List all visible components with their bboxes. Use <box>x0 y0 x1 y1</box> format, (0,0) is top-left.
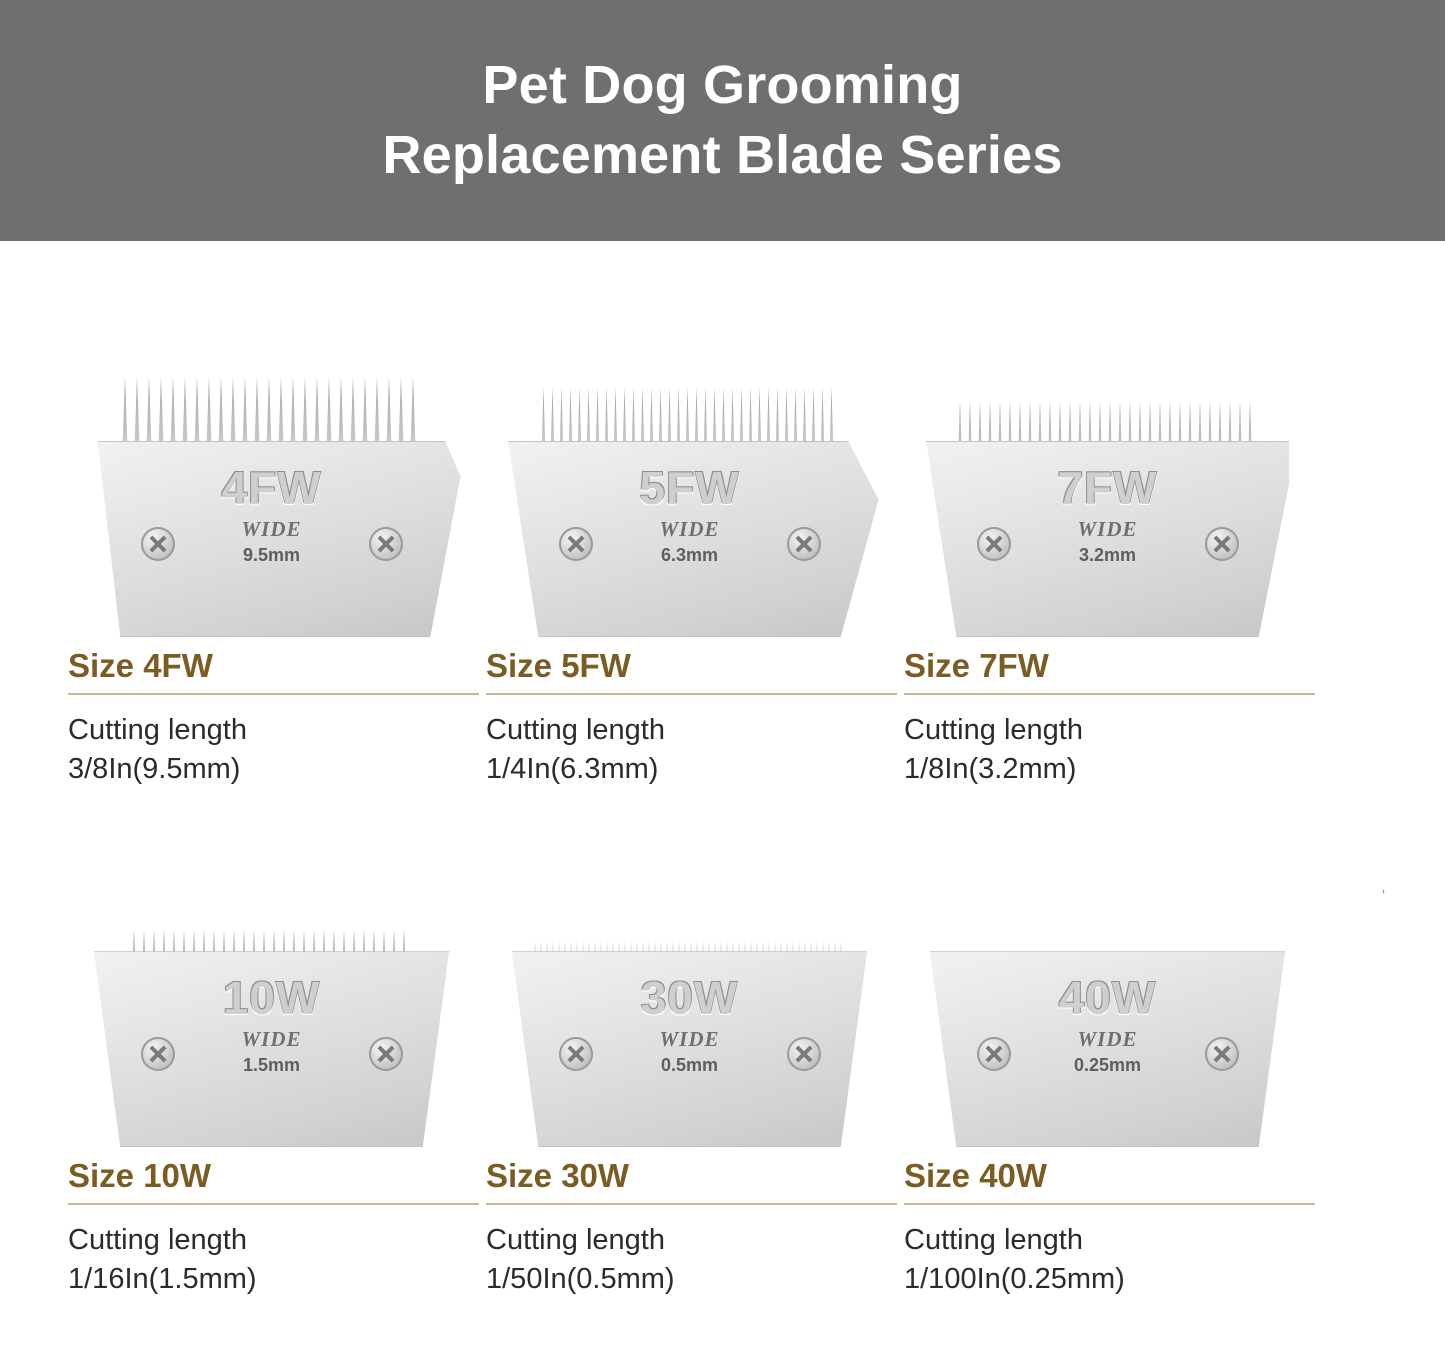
screw-left-icon <box>559 527 593 561</box>
screw-right-icon <box>787 1037 821 1071</box>
blade-card-4fw <box>64 337 479 789</box>
blade-size-title: Size 30W <box>486 1147 897 1205</box>
blade-engraved-wide: WIDE <box>659 1027 720 1052</box>
screw-right-icon <box>369 1037 403 1071</box>
blade-engraved-wide: WIDE <box>1077 1027 1138 1052</box>
blade-engraved-size: 4FW <box>221 462 322 514</box>
screw-right-icon <box>787 527 821 561</box>
blade-size-title: Size 5FW <box>486 637 897 695</box>
blade-cutting-label: Cutting length <box>486 714 665 746</box>
blade-caption-5fw <box>482 637 897 789</box>
blade-cutting-label: Cutting length <box>486 1224 665 1257</box>
blade-cutting-label: Cutting length <box>904 714 1083 746</box>
blade-image-7fw <box>900 337 1315 637</box>
screw-left-icon <box>141 527 175 561</box>
blade-caption-10w <box>64 1147 479 1299</box>
screw-left-icon <box>141 1037 175 1071</box>
blade-caption-4fw <box>64 637 479 789</box>
blade-cutting-value: 1/8In(3.2mm) <box>904 753 1077 786</box>
page-title-line-1: Pet Dog Grooming <box>482 55 963 116</box>
screw-left-icon <box>977 1037 1011 1071</box>
blade-image-40w <box>900 847 1315 1147</box>
screw-right-icon <box>1205 527 1239 561</box>
blade-caption-30w <box>482 1147 897 1299</box>
blade-caption-7fw <box>900 637 1315 789</box>
blade-cutting-value: 1/16In(1.5mm) <box>68 1263 257 1296</box>
blade-size-title: Size 10W <box>68 1147 479 1205</box>
blade-card-30w <box>482 847 897 1299</box>
screw-left-icon <box>977 527 1011 561</box>
blade-engraved-mm: 1.5mm <box>242 1055 301 1076</box>
blade-engraved-size: 40W <box>1058 972 1157 1025</box>
blade-engraved-mm: 0.25mm <box>1073 1055 1142 1076</box>
blade-card-7fw <box>900 337 1315 789</box>
blade-size-title: Size 4FW <box>68 637 479 695</box>
blade-image-10w <box>64 847 479 1147</box>
blade-cutting-label: Cutting length <box>904 1224 1083 1257</box>
blade-size-title: Size 7FW <box>904 637 1315 695</box>
blade-engraved-size: 7FW <box>1057 462 1158 514</box>
blade-engraved-wide: WIDE <box>241 1027 302 1052</box>
blade-image-4fw <box>64 337 479 637</box>
blade-size-title: Size 40W <box>904 1147 1315 1205</box>
screw-left-icon <box>559 1037 593 1071</box>
blade-engraved-size: 30W <box>640 972 739 1025</box>
blade-cutting-label: Cutting length <box>68 714 247 746</box>
blade-engraved-mm: 9.5mm <box>242 545 301 565</box>
blade-cutting-value: 3/8In(9.5mm) <box>68 753 241 786</box>
blade-caption-40w <box>900 1147 1315 1299</box>
blade-engraved-size: 10W <box>222 972 321 1025</box>
blade-engraved-wide: WIDE <box>1077 517 1138 541</box>
page-header-banner <box>0 0 1445 241</box>
blade-card-10w <box>64 847 479 1299</box>
blade-engraved-mm: 3.2mm <box>1078 545 1137 565</box>
blade-image-5fw <box>482 337 897 637</box>
screw-right-icon <box>369 527 403 561</box>
blade-card-40w <box>900 847 1315 1299</box>
screw-right-icon <box>1205 1037 1239 1071</box>
blade-cutting-label: Cutting length <box>68 1224 247 1257</box>
blade-engraved-wide: WIDE <box>241 517 302 541</box>
blade-cutting-value: 1/100In(0.25mm) <box>904 1263 1125 1296</box>
blade-engraved-mm: 0.5mm <box>660 1055 719 1076</box>
blade-row-bottom <box>64 847 1381 1299</box>
blade-engraved-mm: 6.3mm <box>660 545 719 565</box>
page-title-line-2: Replacement Blade Series <box>382 124 1063 185</box>
blade-engraved-wide: WIDE <box>659 517 720 541</box>
blade-row-top <box>64 337 1381 789</box>
blade-cutting-value: 1/50In(0.5mm) <box>486 1263 675 1296</box>
stray-mark: ' <box>1381 888 1385 905</box>
blade-image-30w <box>482 847 897 1147</box>
page-title <box>382 51 1062 189</box>
blade-cutting-value: 1/4In(6.3mm) <box>486 753 659 786</box>
blade-engraved-size: 5FW <box>639 462 740 514</box>
blade-card-5fw <box>482 337 897 789</box>
blade-grid <box>0 337 1445 1300</box>
